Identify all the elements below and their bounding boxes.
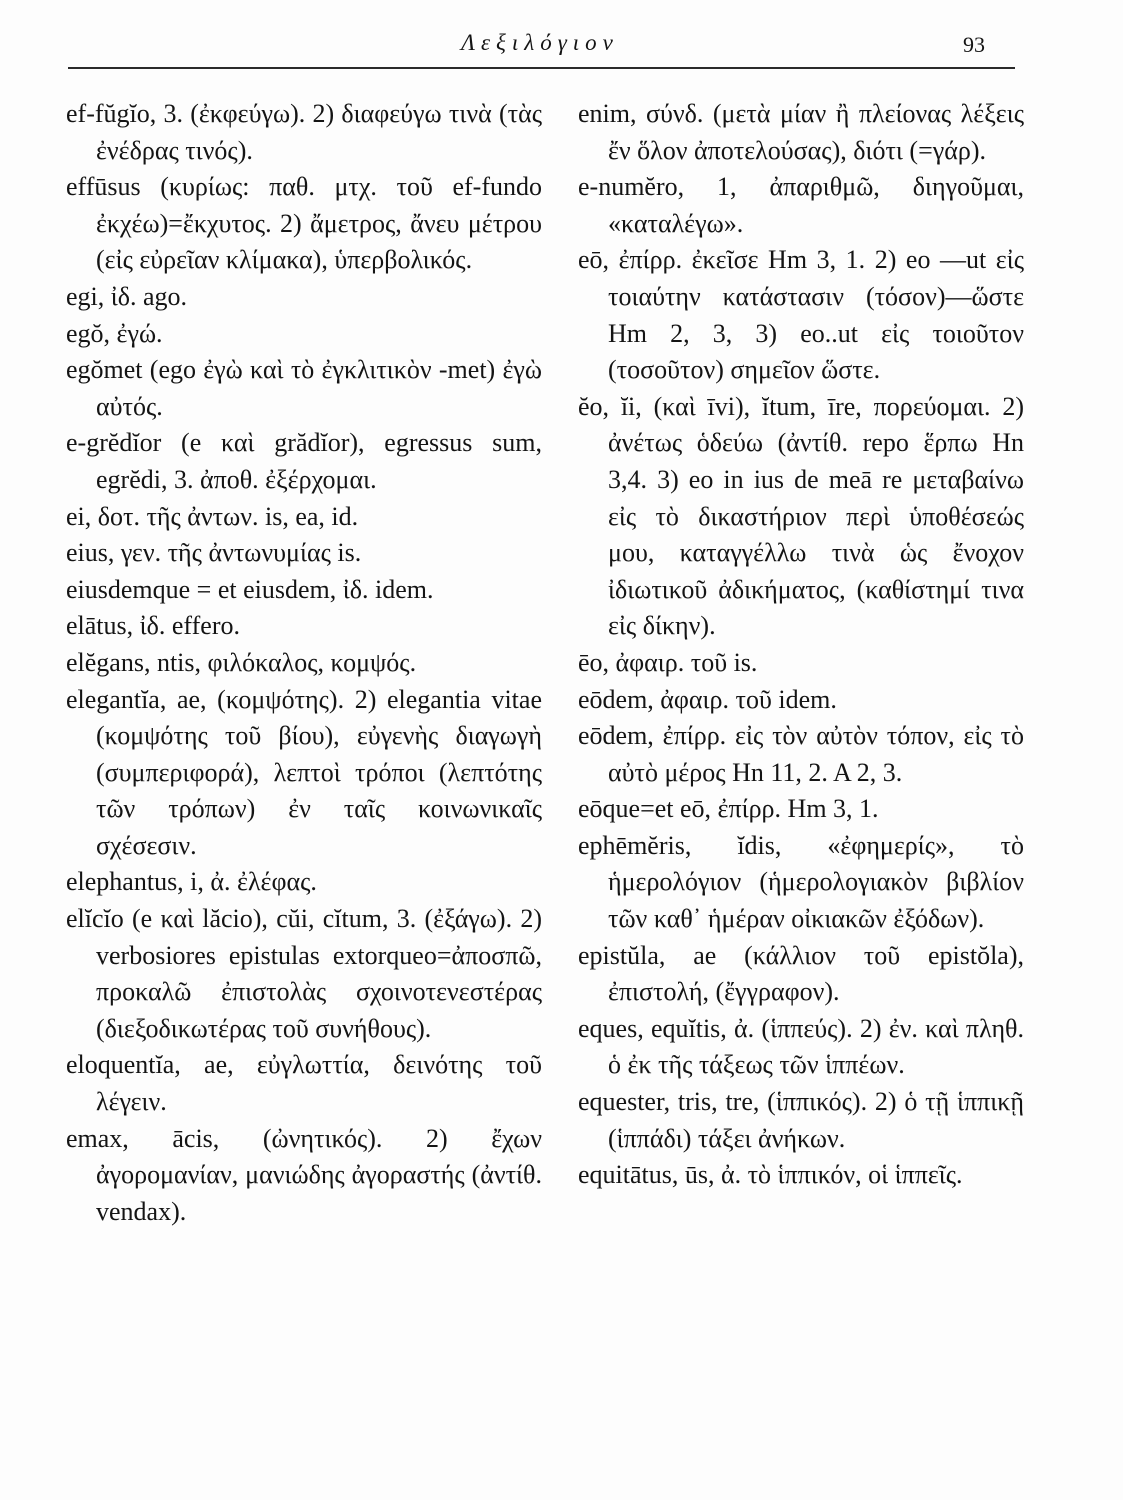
- dictionary-entry: egŏ, ἐγώ.: [66, 318, 163, 348]
- dictionary-entry: e-numĕro, 1, ἀπαριθμῶ, διηγοῦμαι, «καταλέγω».: [578, 172, 1024, 238]
- dictionary-entry: egŏmet (ego ἐγὼ καὶ τὸ ἐγκλιτικὸν -met) ἐγὼ αὐτός.: [66, 355, 542, 421]
- dictionary-entry: ef-fŭgĭo, 3. (ἐκφεύγω). 2) διαφεύγω τινὰ (τὰς ἐνέδρας τινός).: [66, 99, 542, 165]
- header-divider: [68, 67, 1015, 69]
- dictionary-entry: elātus, ἰδ. effero.: [66, 611, 240, 641]
- dictionary-entry: eōque=et eō, ἐπίρρ. Hm 3, 1.: [578, 794, 879, 824]
- running-title: Λεξιλόγιον: [461, 30, 619, 55]
- right-column: [578, 96, 1024, 1194]
- dictionary-entry: eloquentĭa, ae, εὐγλωττία, δεινότης τοῦ λέγειν.: [66, 1050, 542, 1117]
- dictionary-entry: elĕgans, ntis, φιλόκαλος, κομψός.: [66, 647, 417, 677]
- dictionary-entry: ephēmĕris, ĭdis, «ἐφημερίς», τὸ ἡμερολόγιον (ἡμερολογιακὸν βιβλίον τῶν καθ᾽ ἡμέραν οἰκιακῶν ἐξόδων).: [578, 830, 1024, 934]
- dictionary-entry: eius, γεν. τῆς ἀντωνυμίας is.: [66, 538, 362, 568]
- dictionary-entry: equester, tris, tre, (ἱππικός). 2) ὁ τῇ ἱππικῇ (ἱππάδι) τάξει ἀνήκων.: [578, 1087, 1024, 1153]
- dictionary-entry: equitātus, ūs, ἀ. τὸ ἱππικόν, οἱ ἱππεῖς.: [578, 1160, 963, 1190]
- dictionary-entry: ĕo, ĭi, (καὶ īvi), ĭtum, īre, πορεύομαι. 2) ἀνέτως ὁδεύω (ἀντίθ. repo ἕρπω Hn 3,4. 3) eo in ius de meā re μεταβαίνω εἰς τὸ δικαστήριον περὶ ὑποθέσεώς μου, καταγγέλλω τινὰ ὡς ἔνοχον ἰδιωτικοῦ ἀδικήματος, (καθίστημί τινα εἰς δίκην).: [578, 391, 1024, 641]
- dictionary-entry: eques, equĭtis, ἀ. (ἱππεύς). 2) ἐν. καὶ πληθ. ὁ ἐκ τῆς τάξεως τῶν ἱππέων.: [578, 1013, 1024, 1080]
- dictionary-entry: ēo, ἀφαιρ. τοῦ is.: [578, 647, 758, 677]
- dictionary-entry: eōdem, ἀφαιρ. τοῦ idem.: [578, 684, 837, 714]
- dictionary-entry: enim, σύνδ. (μετὰ μίαν ἢ πλείονας λέξεις ἔν ὅλον ἀποτελούσας), διότι (=γάρ).: [578, 99, 1024, 165]
- dictionary-entry: elegantĭa, ae, (κομψότης). 2) elegantia vitae (κομψότης τοῦ βίου), εὐγενὴς διαγωγὴ (συμπεριφορά), λεπτοὶ τρόποι (λεπτότης τῶν τρόπων) ἐν ταῖς κοινωνικαῖς σχέσεσιν.: [66, 684, 542, 860]
- left-column: [66, 96, 542, 1230]
- dictionary-entry: elĭcĭo (e καὶ lăcio), cŭi, cĭtum, 3. (ἐξάγω). 2) verbosiores epistulas extorqueo=ἀποσπῶ, προκαλῶ ἐπιστολὰς σχοινοτενεστέρας (διεξοδικωτέρας τοῦ συνήθους).: [66, 904, 542, 1043]
- dictionary-entry: effūsus (κυρίως: παθ. μτχ. τοῦ ef-fundo ἐκχέω)=ἔκχυτος. 2) ἄμετρος, ἄνευ μέτρου (εἰς εὐρεῖαν κλίμακα), ὑπερβολικός.: [66, 172, 542, 275]
- dictionary-entry: e-grĕdĭor (e καὶ grădĭor), egressus sum, egrĕdi, 3. ἀποθ. ἐξέρχομαι.: [66, 428, 542, 494]
- dictionary-entry: epistŭla, ae (κάλλιον τοῦ epistŏla), ἐπιστολή, (ἔγγραφον).: [578, 940, 1024, 1007]
- dictionary-entry: emax, ācis, (ὠνητικός). 2) ἔχων ἀγορομανίαν, μανιώδης ἀγοραστής (ἀντίθ. vendax).: [66, 1123, 542, 1226]
- page-number: 93: [963, 32, 985, 57]
- dictionary-entry: ei, δοτ. τῆς ἀντων. is, ea, id.: [66, 501, 359, 531]
- dictionary-entry: eō, ἐπίρρ. ἐκεῖσε Hm 3, 1. 2) eo —ut εἰς τοιαύτην κατάστασιν (τόσον)—ὥστε Hm 2, 3, 3) eo..ut εἰς τοιοῦτον (τοσοῦτον) σημεῖον ὥστε.: [578, 245, 1024, 385]
- dictionary-entry: eōdem, ἐπίρρ. εἰς τὸν αὐτὸν τόπον, εἰς τὸ αὐτὸ μέρος Hn 11, 2. A 2, 3.: [578, 721, 1024, 787]
- dictionary-entry: egi, ἰδ. ago.: [66, 281, 188, 311]
- dictionary-entry: elephantus, i, ἀ. ἐλέφας.: [66, 867, 317, 897]
- dictionary-entry: eiusdemque = et eiusdem, ἰδ. idem.: [66, 574, 434, 604]
